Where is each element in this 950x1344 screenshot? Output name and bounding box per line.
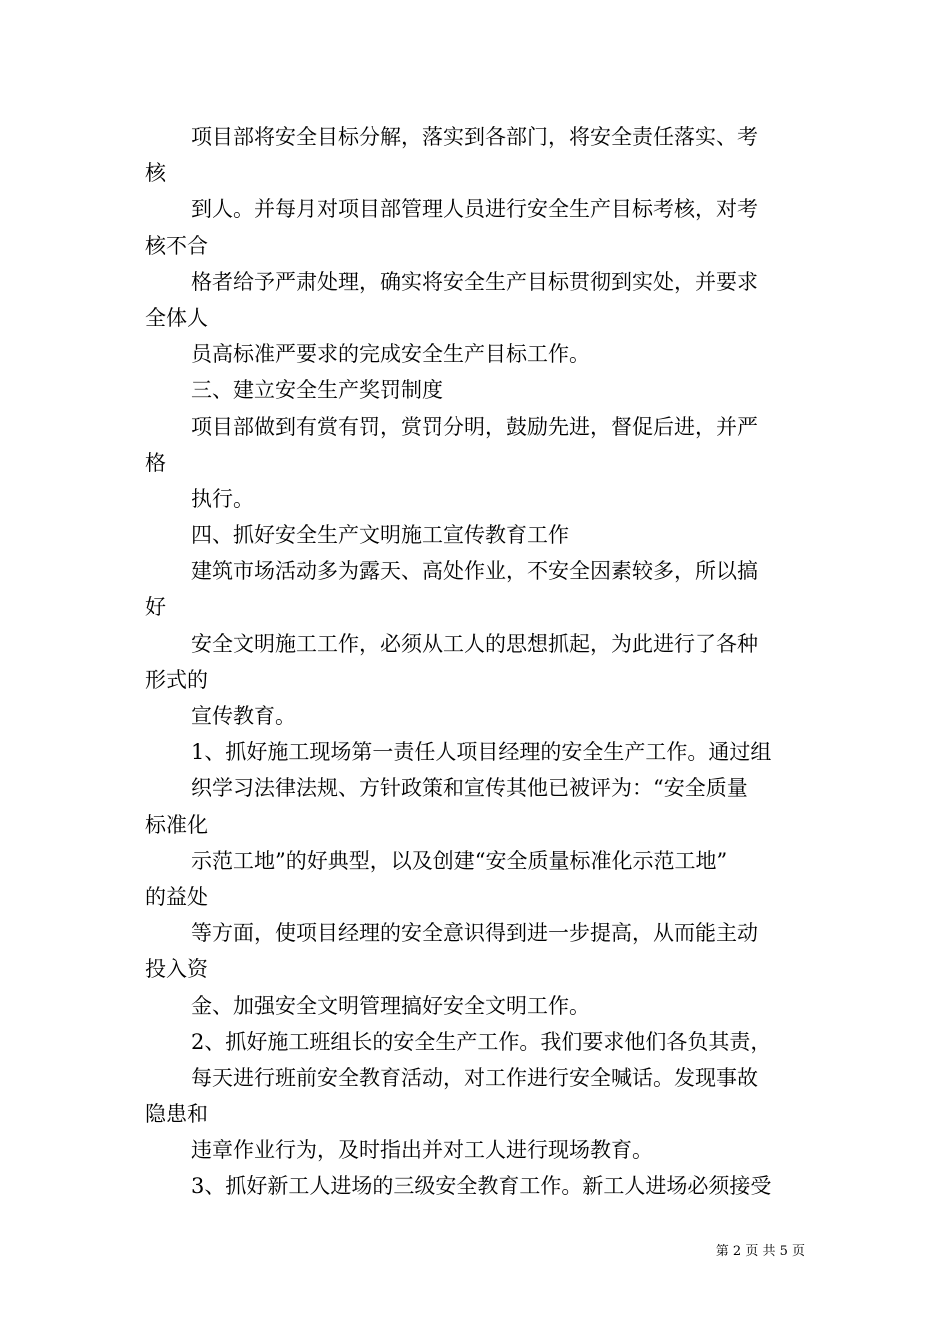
text-line: 三、建立安全生产奖罚制度 bbox=[191, 378, 443, 403]
text-line: 到人。并每月对项目部管理人员进行安全生产目标考核，对考 bbox=[191, 197, 758, 222]
text-line: 等方面，使项目经理的安全意识得到进一步提高，从而能主动 bbox=[191, 921, 758, 946]
text-line: 织学习法律法规、方针政策和宣传其他已被评为：“安全质量 bbox=[191, 776, 748, 801]
text-line: 全体人 bbox=[145, 305, 208, 330]
text-line: 建筑市场活动多为露天、高处作业，不安全因素较多，所以搞 bbox=[191, 559, 758, 584]
text-line: 核不合 bbox=[145, 233, 208, 258]
text-line: 的益处 bbox=[145, 884, 208, 909]
text-line: 金、加强安全文明管理搞好安全文明工作。 bbox=[191, 993, 590, 1018]
text-line: 好 bbox=[145, 595, 166, 620]
text-line: 隐患和 bbox=[145, 1102, 208, 1127]
text-line: 格 bbox=[145, 450, 166, 475]
text-line: 核 bbox=[145, 161, 166, 186]
text-line: 示范工地”的好典型，以及创建“安全质量标准化示范工地” bbox=[191, 848, 728, 873]
text-line: 项目部做到有赏有罚，赏罚分明，鼓励先进，督促后进，并严 bbox=[191, 414, 758, 439]
text-line: 标准化 bbox=[145, 812, 208, 837]
text-line: 项目部将安全目标分解，落实到各部门，将安全责任落实、考 bbox=[191, 125, 758, 149]
text-line: 每天进行班前安全教育活动，对工作进行安全喊话。发现事故 bbox=[191, 1065, 758, 1090]
text-line: 宣传教育。 bbox=[191, 704, 296, 728]
page-number-footer: 第 2 页 共 5 页 bbox=[715, 1244, 805, 1259]
text-line: 员高标准严要求的完成安全生产目标工作。 bbox=[191, 342, 590, 367]
text-line: 违章作业行为，及时指出并对工人进行现场教育。 bbox=[191, 1138, 653, 1163]
text-line: 2、抓好施工班组长的安全生产工作。我们要求他们各负其责， bbox=[191, 1029, 772, 1054]
body-text bbox=[145, 119, 810, 1205]
text-line: 3、抓好新工人进场的三级安全教育工作。新工人进场必须接受 bbox=[191, 1174, 772, 1199]
text-line: 投入资 bbox=[145, 957, 208, 982]
text-line: 1、抓好施工现场第一责任人项目经理的安全生产工作。通过组 bbox=[191, 740, 772, 765]
text-line: 执行。 bbox=[191, 486, 254, 511]
text-line: 四、抓好安全生产文明施工宣传教育工作 bbox=[191, 523, 569, 548]
text-line: 格者给予严肃处理，确实将安全生产目标贯彻到实处，并要求 bbox=[191, 269, 758, 294]
text-line: 安全文明施工工作，必须从工人的思想抓起，为此进行了各种 bbox=[191, 631, 758, 656]
text-line: 形式的 bbox=[145, 667, 208, 692]
